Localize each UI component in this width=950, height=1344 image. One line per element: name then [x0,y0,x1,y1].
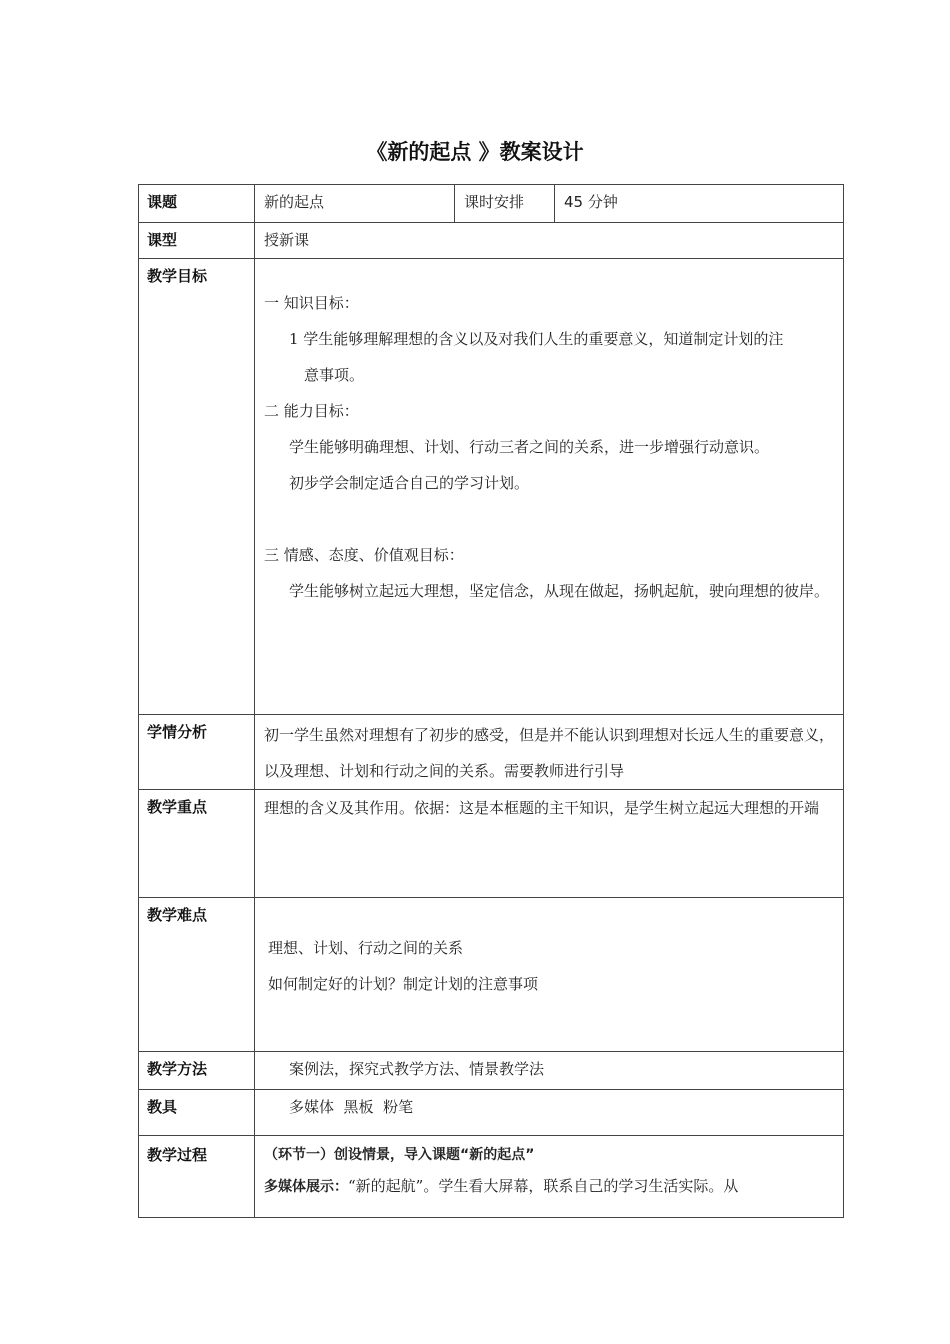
row-focus [139,790,844,898]
row-analysis [139,715,844,790]
difficulty-cell [255,898,844,1052]
row-goals [139,259,844,715]
row-topic [139,185,844,223]
knowledge-item-1-cont: 意事项。 [304,366,365,384]
label-tools: 教具 [139,1090,255,1136]
row-tools [139,1090,844,1136]
value-tools: 多媒体 黑板 粉笔 [255,1090,844,1136]
analysis-cell [255,715,844,790]
emotion-heading: 三 情感、态度、价值观目标： [264,546,464,564]
focus-cell [255,790,844,898]
knowledge-heading: 一 知识目标： [264,294,359,312]
knowledge-item-1: 1 学生能够理解理想的含义以及对我们人生的重要意义，知道制定计划的注 [289,330,784,348]
row-type [139,223,844,259]
row-difficulty [139,898,844,1052]
value-method: 案例法，探究式教学方法、情景教学法 [255,1052,844,1090]
value-analysis: 初一学生虽然对理想有了初步的感受，但是并不能认识到理想对长远人生的重要意义，以及理想、计划和行动之间的关系。需要教师进行引导 [264,726,835,780]
emotion-item-1: 学生能够树立起远大理想，坚定信念，从现在做起，扬帆起航，驶向理想的彼岸。 [289,582,830,600]
media-text: “新的起航”。学生看大屏幕，联系自己的学习生活实际。从 [348,1177,739,1195]
value-focus: 理想的含义及其作用。依据：这是本框题的主干知识，是学生树立起远大理想的开端 [264,799,820,817]
difficulty-line-1: 理想、计划、行动之间的关系 [268,939,464,957]
row-method [139,1052,844,1090]
label-topic: 课题 [139,185,255,223]
media-label: 多媒体展示： [264,1179,348,1195]
label-analysis: 学情分析 [139,715,255,790]
label-type: 课型 [139,223,255,259]
label-difficulty: 教学难点 [139,898,255,1052]
ability-item-1: 学生能够明确理想、计划、行动三者之间的关系，进一步增强行动意识。 [289,438,770,456]
ability-heading: 二 能力目标： [264,402,359,420]
lesson-plan-table [138,184,844,1218]
process-media [264,1170,835,1203]
ability-item-2: 初步学会制定适合自己的学习计划。 [289,474,530,492]
process-cell [255,1136,844,1218]
goals-content [255,259,844,715]
value-type: 授新课 [255,223,844,259]
label-method: 教学方法 [139,1052,255,1090]
label-goals: 教学目标 [139,259,255,715]
label-process: 教学过程 [139,1136,255,1218]
label-duration: 课时安排 [455,185,555,223]
value-topic: 新的起点 [255,185,455,223]
document-title: 《新的起点 》教案设计 [366,140,584,164]
label-focus: 教学重点 [139,790,255,898]
difficulty-line-2: 如何制定好的计划？制定计划的注意事项 [268,975,539,993]
value-duration: 45 分钟 [555,185,844,223]
row-process [139,1136,844,1218]
process-step-1: （环节一）创设情景，导入课题“新的起点” [264,1147,535,1163]
